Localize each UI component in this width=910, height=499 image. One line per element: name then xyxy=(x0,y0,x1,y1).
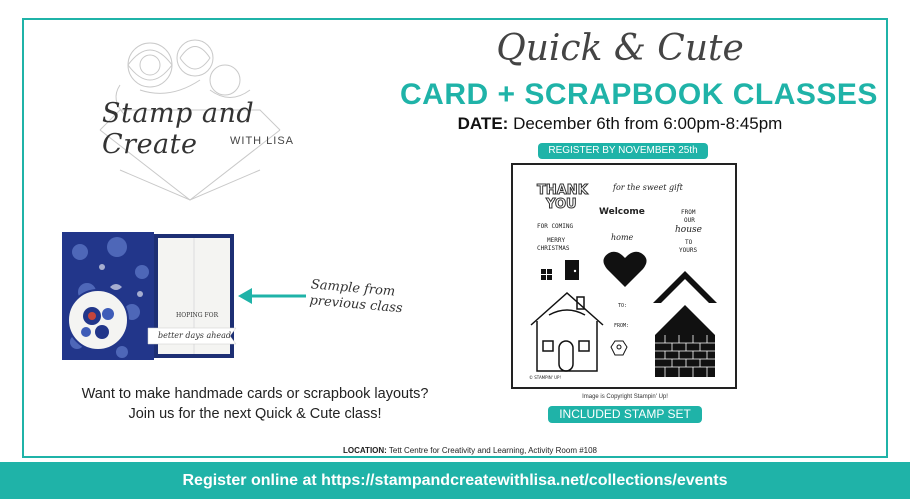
outline-house-icon xyxy=(531,293,603,371)
script-title: Quick & Cute xyxy=(496,28,744,69)
stamp-welcome: Welcome xyxy=(599,207,645,217)
location-label: LOCATION: xyxy=(342,446,387,455)
sample-card-image xyxy=(62,232,240,362)
date-label: DATE: xyxy=(457,114,509,133)
logo xyxy=(80,30,340,210)
stamp-house: house xyxy=(675,225,702,235)
register-by-badge: REGISTER BY NOVEMBER 25th xyxy=(538,143,708,159)
roof-icon xyxy=(653,271,717,303)
copyright-note: Image is Copyright Stampin' Up! xyxy=(582,394,668,400)
stamp-to: TO xyxy=(685,239,693,246)
heart-icon xyxy=(603,252,646,287)
stamp-for-coming: FOR COMING xyxy=(537,223,574,230)
invitation-line-2: Join us for the next Quick & Cute class! xyxy=(128,406,382,422)
arrow-left-icon xyxy=(236,286,308,306)
sample-note: Sample from previous class xyxy=(308,277,404,317)
window-icon xyxy=(541,269,552,280)
date-line xyxy=(400,114,840,134)
tag-icon xyxy=(611,341,627,355)
sample-card-text-1: HOPING FOR xyxy=(176,312,219,319)
stamp-sweet-gift: for the sweet gift xyxy=(613,183,683,192)
stamp-set-image xyxy=(511,163,737,389)
invitation-line-1: Want to make handmade cards or scrapbook layouts? xyxy=(81,386,429,402)
stamp-thank: THANK xyxy=(537,183,588,198)
door-icon xyxy=(565,260,579,280)
stamp-home: home xyxy=(611,233,634,242)
sample-card-text-2: better days ahead xyxy=(158,331,231,340)
logo-script-text: Stamp and Create xyxy=(102,98,255,160)
location-line xyxy=(200,446,740,455)
logo-subtitle: WITH LISA xyxy=(230,135,295,147)
stamp-merry: MERRY xyxy=(547,237,566,244)
footer-register-link[interactable]: Register online at https://stampandcreatewithlisa.net/collections/events xyxy=(0,462,910,499)
location-value: Tett Centre for Creativity and Learning, Activity Room #108 xyxy=(388,446,598,455)
brick-house-icon xyxy=(655,305,715,377)
date-value: December 6th from 6:00pm-8:45pm xyxy=(513,114,783,133)
stamp-to-small: TO: xyxy=(618,303,628,309)
headline: CARD + SCRAPBOOK CLASSES xyxy=(400,78,878,111)
stamp-brand: © STAMPIN' UP! xyxy=(529,375,562,380)
stamp-from-small: FROM: xyxy=(614,323,630,329)
stamp-christmas: CHRISTMAS xyxy=(537,245,570,252)
stamp-yours: YOURS xyxy=(679,247,698,254)
invitation-text xyxy=(40,384,470,424)
stamp-our: OUR xyxy=(684,217,695,224)
stamp-you: YOU xyxy=(546,197,577,212)
stamp-from: FROM xyxy=(681,209,696,216)
included-stamp-set-badge: INCLUDED STAMP SET xyxy=(548,406,702,423)
